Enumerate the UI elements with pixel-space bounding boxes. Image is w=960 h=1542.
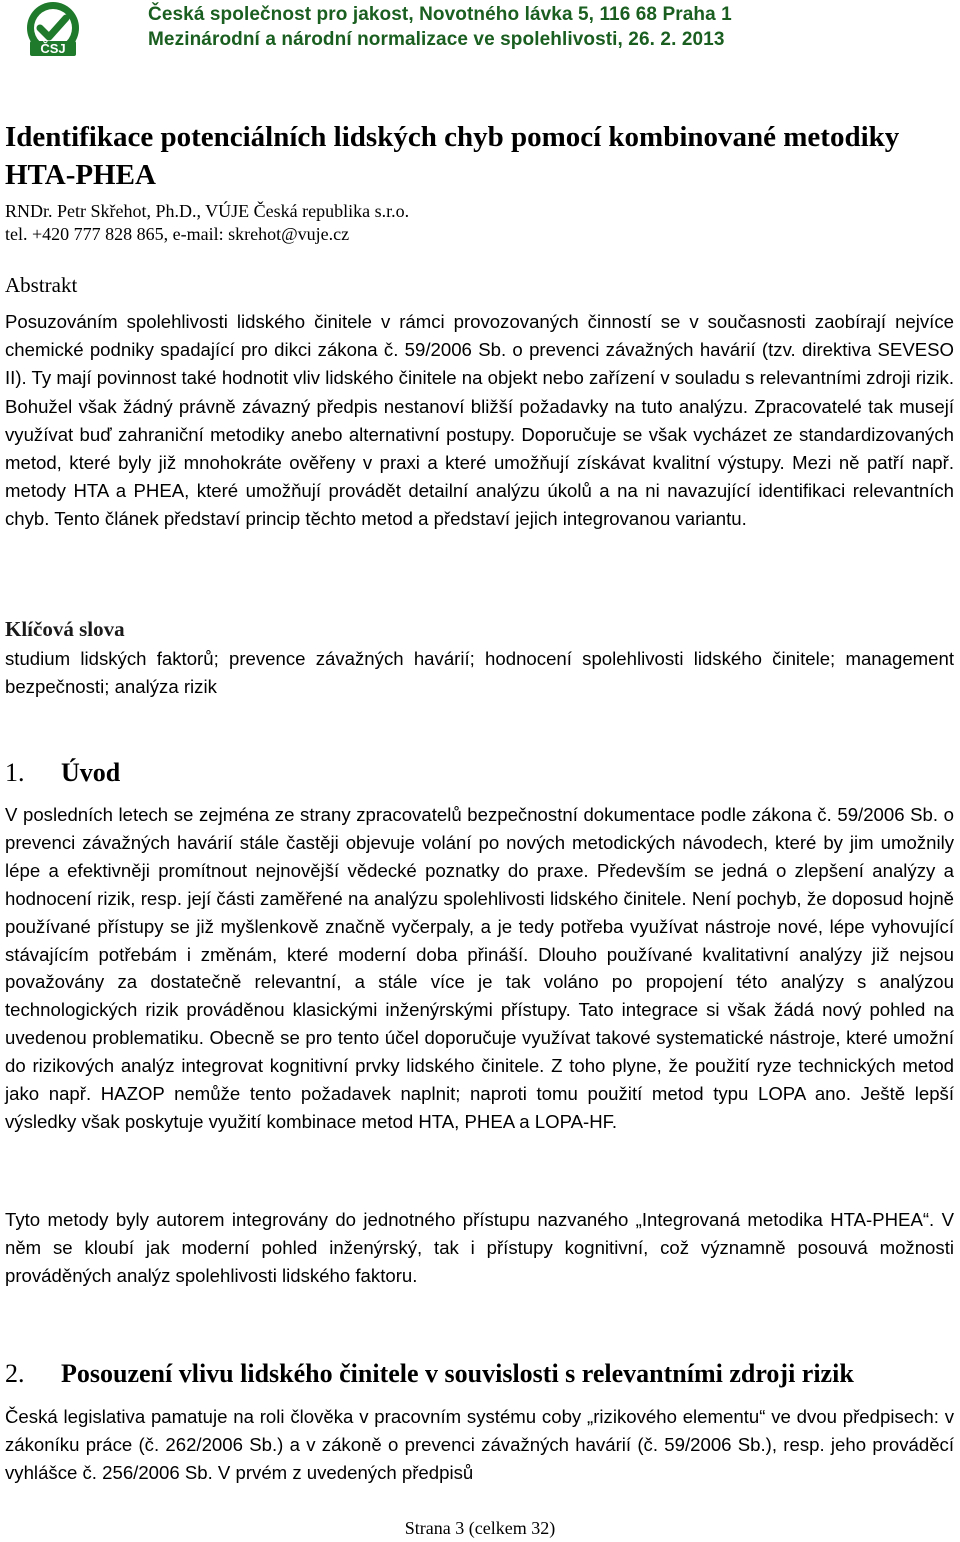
section-1-paragraph-1: V posledních letech se zejména ze strany zpracovatelů bezpečnostní dokumentace podle zákona č. 59/2006 Sb. o prevenci závažných havárií stále častěji objevuje volání po nových metodických návodech, které by jim umožnily lépe a efektivněji promítnout nejnovější vědecké poznatky do praxe. Především se jedná o zlepšení analýzy a hodnocení rizik, resp. její části zaměřené na analýzu spolehlivosti lidského činitele. Není pochyb, že doposud hojně používané přístupy se již myšlenkově značně vyčerpaly, a je tedy potřeba využívat nástroje nové, lépe vyhovující stávajícím potřebám i změnám, které moderní doba přináší. Dlouho používané kvalitativní analýzy již nejsou považovány za dostatečně relevantní, a stále více je tak voláno po propojení této analýzy s analýzou technologických rizik prováděnou klasickými inženýrskými přístupy. Tato integrace si však žádá nový pohled na uvedenou problematiku. Obecně se pro tento účel doporučuje využívat takové systematické nástroje, které umožní do rizikových analýz integrovat kognitivní prvky lidského činitele. Z toho plyne, že použití ryze technických metod jako např. HAZOP nemůže tento požadavek naplnit; naproti tomu použití metod typu LOPA ano. Ještě lepší výsledky však poskytuje využití kombinace metod HTA, PHEA a LOPA-HF. bbox=[5, 804, 954, 1132]
section-1-heading bbox=[5, 758, 120, 788]
page-footer: Strana 3 (celkem 32) bbox=[404, 1518, 556, 1538]
section-2-paragraph-1: Česká legislativa pamatuje na roli člověka v pracovním systému coby „rizikového elementu“ ve dvou předpisech: v zákoníku práce (č. 262/2006 Sb.) a v zákoně o prevenci závažných havárií (č. 59/2006 Sb.), resp. jeho prováděcí vyhlášce č. 256/2006 Sb. V prvém z uvedených předpisů bbox=[5, 1406, 954, 1483]
abstract-text: Posuzováním spolehlivosti lidského činitele v rámci provozovaných činností se v současnosti zaobírají nejvíce chemické podniky spadající pro dikci zákona č. 59/2006 Sb. o prevenci závažných havárií (tzv. direktiva SEVESO II). Ty mají povinnost také hodnotit vliv lidského činitele na objekt nebo zařízení v souladu s relevantními zdroji rizik. Bohužel však žádný právně závazný předpis nestanoví bližší požadavky na tuto analýzu. Zpracovatelé tak musejí využívat buď zahraniční metodiky anebo alternativní postupy. Doporučuje se však vycházet ze standardizovaných metod, které byly již mnohokráte ověřeny v praxi a které umožňují získávat kvalitní výstupy. Mezi ně patří např. metody HTA a PHEA, které umožňují provádět detailní analýzu úkolů a na ni navazující identifikaci relevantních chyb. Tento článek představí princip těchto metod a představí jejich integrovanou variantu. bbox=[5, 311, 954, 530]
section-1-number: 1. bbox=[5, 758, 25, 787]
csj-logo bbox=[20, 1, 86, 57]
page-header bbox=[0, 0, 960, 62]
article-author: RNDr. Petr Skřehot, Ph.D., VÚJE Česká republika s.r.o. bbox=[5, 201, 410, 221]
section-2-number: 2. bbox=[5, 1359, 25, 1388]
section-2-title: Posouzení vlivu lidského činitele v souvislosti s relevantními zdroji rizik bbox=[61, 1359, 854, 1388]
section-1-title: Úvod bbox=[61, 758, 121, 787]
header-society: Česká společnost pro jakost, Novotného lávka 5, 116 68 Praha 1 bbox=[148, 4, 732, 25]
section-2-heading bbox=[5, 1359, 854, 1389]
abstract-heading: Abstrakt bbox=[5, 273, 78, 297]
logo-text: ČSJ bbox=[40, 41, 66, 56]
section-1-paragraph-2: Tyto metody byly autorem integrovány do jednotného přístupu nazvaného „Integrovaná metodika HTA-PHEA“. V něm se kloubí jak moderní pohled inženýrský, tak i přístupy kognitivní, což významně posouvá možnosti prováděných analýz spolehlivosti lidského faktoru. bbox=[5, 1209, 954, 1286]
keywords-heading: Klíčová slova bbox=[5, 617, 125, 641]
article-contact: tel. +420 777 828 865, e-mail: skrehot@vuje.cz bbox=[5, 224, 350, 244]
article-title: Identifikace potenciálních lidských chyb pomocí kombinované metodiky HTA-PHEA bbox=[5, 121, 900, 191]
header-event: Mezinárodní a národní normalizace ve spolehlivosti, 26. 2. 2013 bbox=[148, 29, 725, 50]
keywords-text: studium lidských faktorů; prevence závažných havárií; hodnocení spolehlivosti lidského činitele; management bezpečnosti; analýza rizik bbox=[5, 648, 954, 697]
